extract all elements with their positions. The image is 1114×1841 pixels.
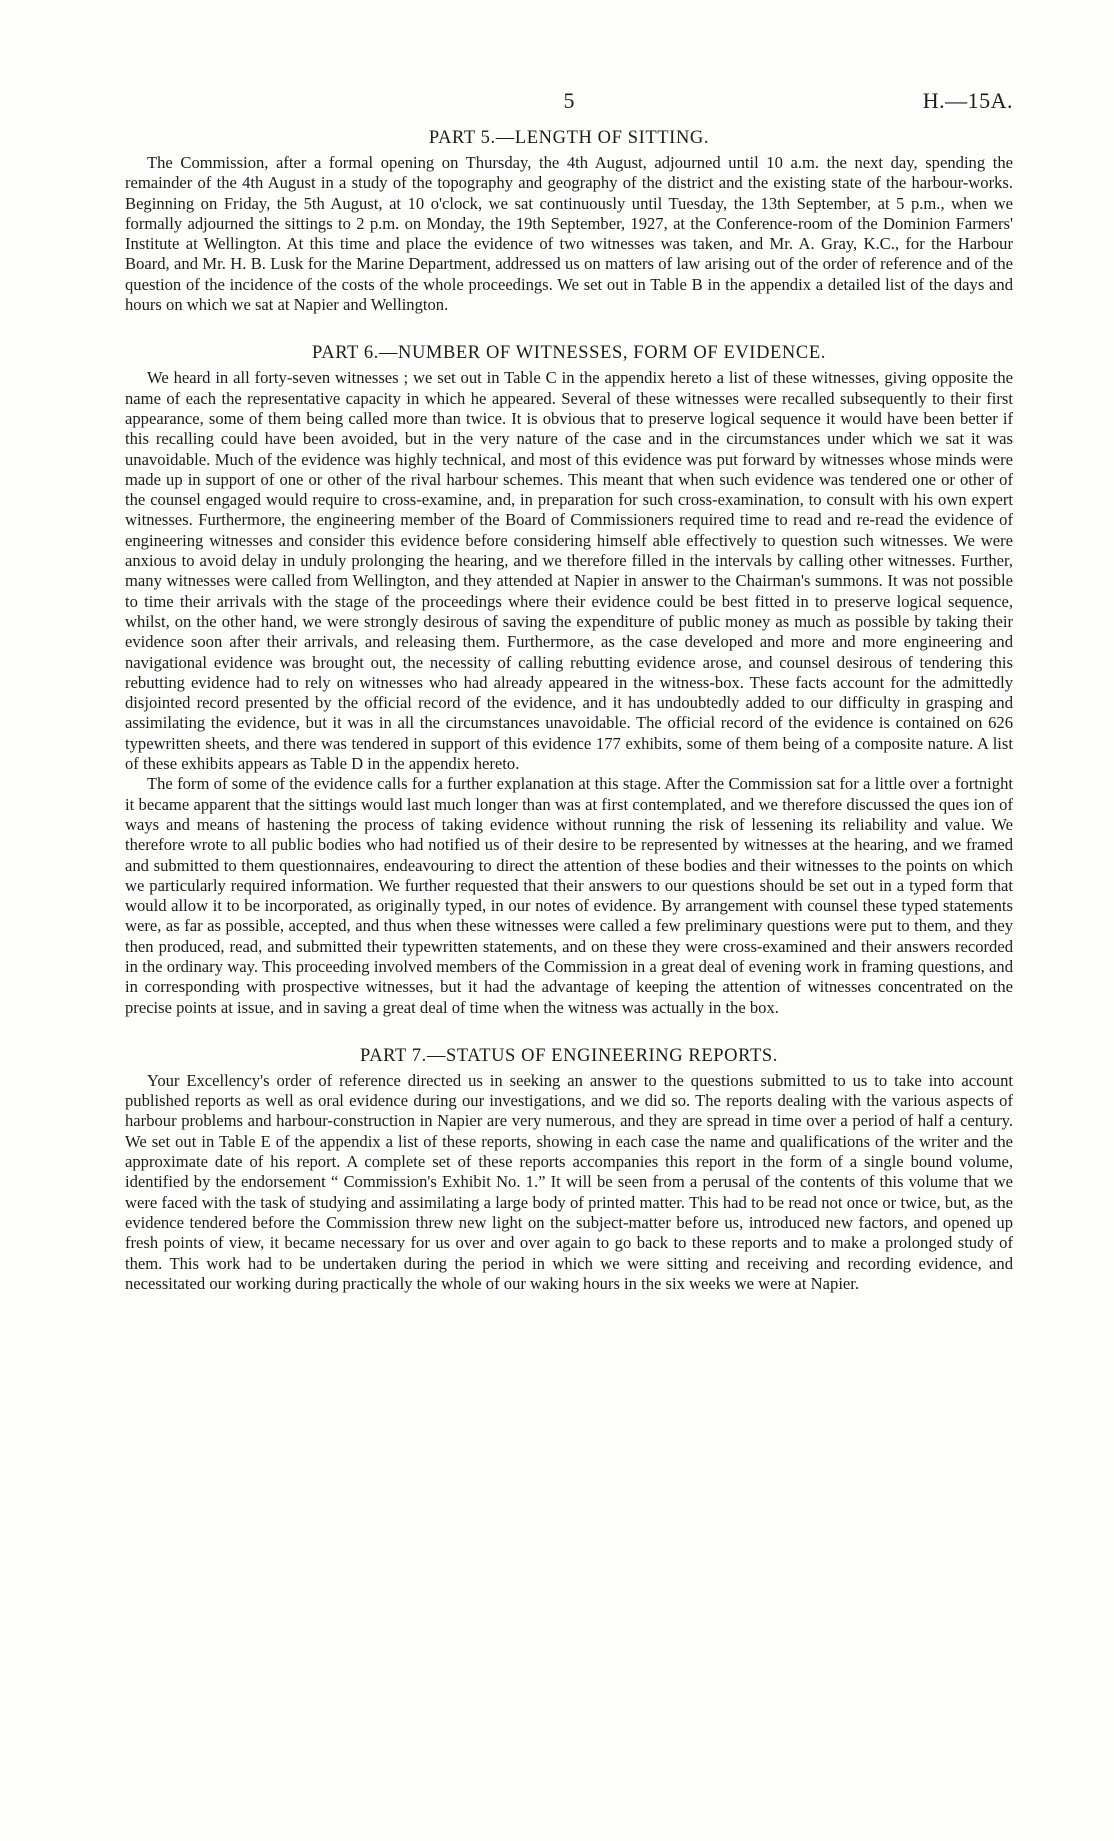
page-number: 5	[563, 88, 575, 113]
body-paragraph: Your Excellency's order of reference directed us in seeking an answer to the questions submitted to us to take into account published reports as well as oral evidence during our investigations, and we did so. The reports dealing with the various aspects of harbour problems and harbour-construction in Napier are very numerous, and they are spread in time over a period of half a century. We set out in Table E of the appendix a list of these reports, showing in each case the name and qualifications of the writer and the approximate date of his report. A complete set of these reports accompanies this report in the form of a single bound volume, identified by the endorsement “ Commission's Exhibit No. 1.” It will be seen from a perusal of the contents of this volume that we were faced with the task of studying and assimilating a large body of printed matter. This had to be read not once or twice, but, as the evidence tendered before the Commission threw new light on the subject-matter before us, introduced new factors, and opened up fresh points of view, it became necessary for us over and over again to go back to these reports and to make a prolonged study of them. This work had to be undertaken during the period in which we were sitting and receiving and recording evidence, and necessitated our working during practically the whole of our waking hours in the six weeks we were at Napier.	[125, 1070, 1013, 1293]
body-paragraph: We heard in all forty-seven witnesses ; we set out in Table C in the appendix hereto a list of these witnesses, giving opposite the name of each the representative capacity in which he appeared. Several of these witnesses were recalled subsequently to their first appearance, some of them being called more than twice. It is obvious that to preserve logical sequence it would have been better if this recalling could have been avoided, but in the very nature of the case and in the circumstances under which we sat it was unavoidable. Much of the evidence was highly technical, and most of this evidence was put forward by witnesses whose minds were made up in support of one or other of the rival harbour schemes. This meant that when such evidence was tendered one or other of the counsel engaged would require to cross-examine, and, in preparation for such cross-examination, to consult with his own expert witnesses. Furthermore, the engineering member of the Board of Commissioners required time to read and re-read the evidence of engineering witnesses and consider this evidence before considering himself able effectively to question such witnesses. We were anxious to avoid delay in unduly prolonging the hearing, and we therefore filled in the intervals by calling other witnesses. Further, many witnesses were called from Wellington, and they attended at Napier in answer to the Chairman's summons. It was not possible to time their arrivals with the stage of the proceedings where their evidence could be best fitted in to preserve logical sequence, whilst, on the other hand, we were strongly desirous of saving the expenditure of public money as much as possible by taking their evidence soon after their arrivals, and releasing them. Furthermore, as the case developed and more and more engineering and navigational evidence was brought out, the necessity of calling rebutting evidence arose, and counsel desirous of tendering this rebutting evidence had to rely on witnesses who had already appeared in the witness-box. These facts account for the admittedly disjointed record presented by the official record of the evidence, and it has undoubtedly added to our difficulty in grasping and assimilating the evidence, but it was in all the circumstances unavoidable. The official record of the evidence is contained on 626 typewritten sheets, and there was tendered in support of this evidence 177 exhibits, some of them being of a composite nature. A list of these exhibits appears as Table D in the appendix hereto.	[125, 368, 1013, 774]
paper-reference: H.—15A.	[922, 88, 1013, 113]
section-part-5	[125, 128, 1013, 315]
body-paragraph: The form of some of the evidence calls for a further explanation at this stage. After the Commission sat for a little over a fortnight it became apparent that the sittings would last much longer than was at first contemplated, and we therefore discussed the ques ion of ways and means of hastening the process of taking evidence without running the risk of lessening its reliability and value. We therefore wrote to all public bodies who had notified us of their desire to be represented by witnesses at the hearing, and we framed and submitted to them questionnaires, endeavouring to direct the attention of these bodies and their witnesses to the points on which we particularly required information. We further requested that their answers to our questions should be set out in a typed form that would allow it to be incorporated, as originally typed, in our notes of evidence. By arrangement with counsel these typed statements were, as far as possible, accepted, and thus when these witnesses were called a few preliminary questions were put to them, and they then produced, read, and submitted their typewritten statements, and on these they were cross-examined and their answers recorded in the ordinary way. This proceeding involved members of the Commission in a great deal of evening work in framing questions, and in corresponding with prospective witnesses, but it had the advantage of keeping the attention of witnesses concentrated on the precise points at issue, and in saving a great deal of time when the witness was actually in the box.	[125, 774, 1013, 1017]
section-part-6	[125, 343, 1013, 1018]
section-heading: PART 5.—LENGTH OF SITTING.	[428, 128, 710, 148]
section-part-7	[125, 1046, 1013, 1294]
document-page	[125, 88, 1013, 1302]
page-header	[125, 88, 1013, 122]
section-heading: PART 7.—STATUS OF ENGINEERING REPORTS.	[360, 1045, 778, 1066]
section-heading: PART 6.—NUMBER OF WITNESSES, FORM OF EVIDENCE.	[312, 343, 826, 364]
body-paragraph: The Commission, after a formal opening on Thursday, the 4th August, adjourned until 10 a.m. the next day, spending the remainder of the 4th August in a study of the topography and geography of the district and the existing state of the harbour-works. Beginning on Friday, the 5th August, at 10 o'clock, we sat continuously until Tuesday, the 13th September, at 5 p.m., when we formally adjourned the sittings to 2 p.m. on Monday, the 19th September, 1927, at the Conference-room of the Dominion Farmers' Institute at Wellington. At this time and place the evidence of two witnesses was taken, and Mr. A. Gray, K.C., for the Harbour Board, and Mr. H. B. Lusk for the Marine Department, addressed us on matters of law arising out of the order of reference and of the question of the incidence of the costs of the whole proceedings. We set out in Table B in the appendix a detailed list of the days and hours on which we sat at Napier and Wellington.	[125, 153, 1013, 315]
